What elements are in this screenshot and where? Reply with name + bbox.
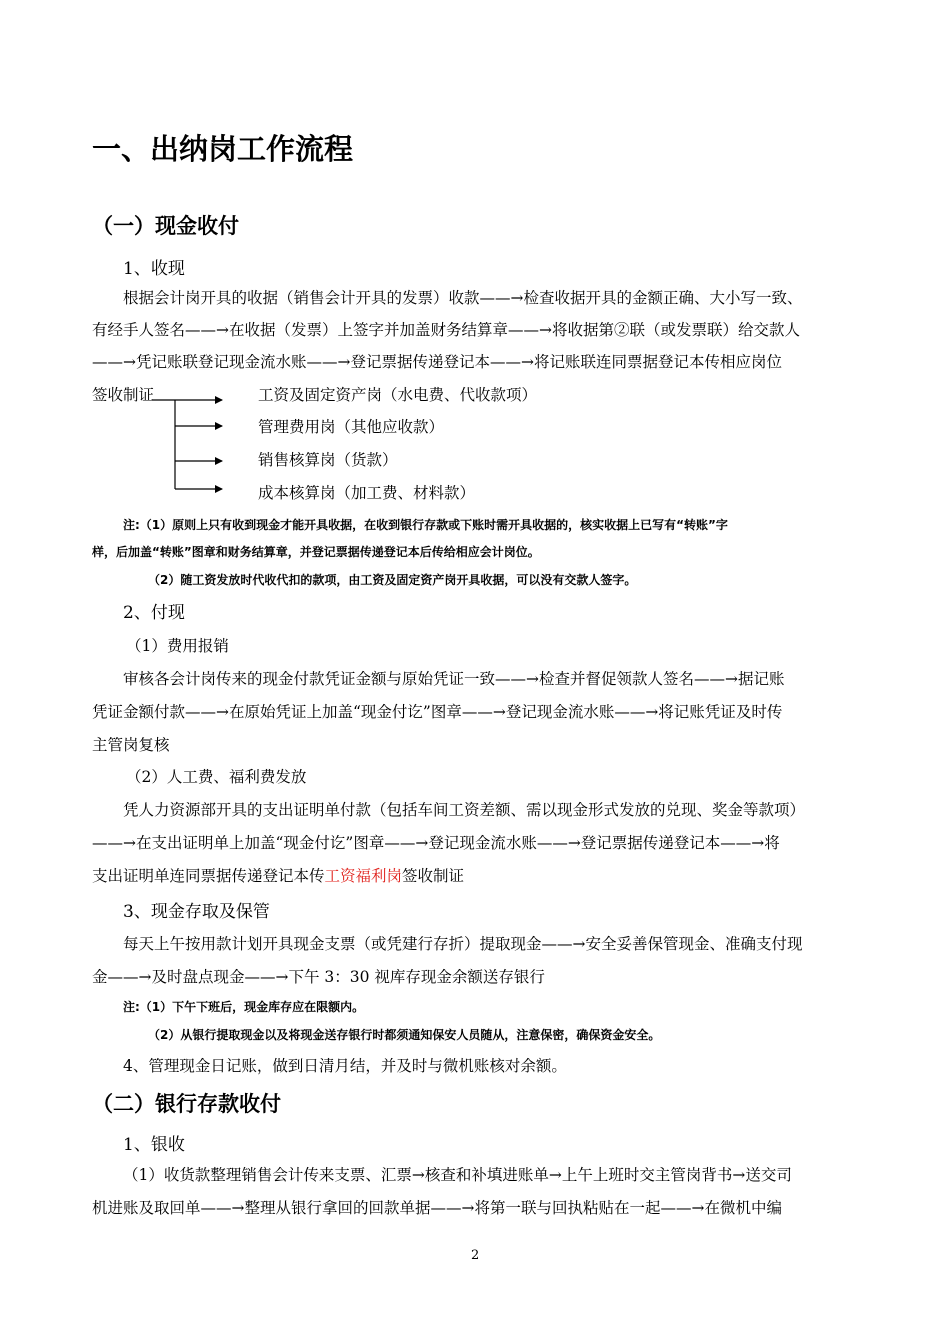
paragraph-line: 根据会计岗开具的收据（销售会计开具的发票）收款——→检查收据开具的金额正确、大小写一致、 bbox=[123, 289, 803, 307]
note-line: 注:（1）下午下班后，现金库存应在限额内。 bbox=[123, 1000, 365, 1014]
note-line: 样，后加盖“转账”图章和财务结算章，并登记票据传递登记本后传给相应会计岗位。 bbox=[92, 545, 540, 559]
note-line: （2）随工资发放时代收代扣的款项，由工资及固定资产岗开具收据，可以没有交款人签字。 bbox=[148, 573, 637, 587]
branch-label-payroll-fixed-assets: 工资及固定资产岗（水电费、代收款项） bbox=[258, 386, 538, 404]
line-text: 支出证明单连同票据传递登记本传 bbox=[92, 867, 325, 885]
subheading-receive-cash: 1、收现 bbox=[123, 259, 185, 279]
paragraph-line: 签收制证 bbox=[92, 386, 155, 404]
page-number: 2 bbox=[471, 1248, 480, 1263]
section-heading-bank: （二）银行存款收付 bbox=[92, 1092, 281, 1116]
subheading-bank-receipt: 1、银收 bbox=[123, 1135, 185, 1155]
subheading-cash-storage: 3、现金存取及保管 bbox=[123, 902, 270, 922]
paragraph-line: 凭人力资源部开具的支出证明单付款（包括车间工资差额、需以现金形式发放的兑现、奖金等款项） bbox=[123, 801, 806, 819]
note-line: （2）从银行提取现金以及将现金送存银行时都须通知保安人员随从，注意保密，确保资金安全。 bbox=[148, 1028, 661, 1042]
line-text: 签收制证 bbox=[402, 867, 465, 885]
paragraph-line: 凭证金额付款——→在原始凭证上加盖“现金付讫”图章——→登记现金流水账——→将记账凭证及时传 bbox=[92, 703, 783, 721]
section-heading-cash: （一）现金收付 bbox=[92, 214, 239, 238]
paragraph-line: 金——→及时盘点现金——→下午 3：30 视库存现金余额送存银行 bbox=[92, 968, 545, 986]
paragraph-line: （1）收货款整理销售会计传来支票、汇票→核查和补填进账单→上午上班时交主管岗背书→送交司 bbox=[123, 1166, 792, 1184]
branch-label-sales-accounting: 销售核算岗（货款） bbox=[258, 451, 398, 469]
note-line: 注:（1）原则上只有收到现金才能开具收据，在收到银行存款或下账时需开具收据的，核实收据上已写有“转账”字 bbox=[123, 518, 728, 532]
branch-label-admin-expense: 管理费用岗（其他应收款） bbox=[258, 418, 445, 436]
paragraph-line: 机进账及取回单——→整理从银行拿回的回款单据——→将第一联与回执粘贴在一起——→在微机中编 bbox=[92, 1199, 782, 1217]
subheading-pay-cash: 2、付现 bbox=[123, 603, 185, 623]
highlight-payroll-welfare-post: 工资福利岗 bbox=[324, 867, 403, 885]
subheading-labor-welfare: （2）人工费、福利费发放 bbox=[126, 768, 307, 786]
branch-arrows-diagram bbox=[150, 387, 230, 497]
subheading-expense-reimbursement: （1）费用报销 bbox=[126, 637, 229, 655]
paragraph-line: 有经手人签名——→在收据（发票）上签字并加盖财务结算章——→将收据第②联（或发票联）给交款人 bbox=[92, 321, 800, 339]
paragraph-line: 每天上午按用款计划开具现金支票（或凭建行存折）提取现金——→安全妥善保管现金、准确支付现 bbox=[123, 935, 803, 953]
paragraph-line: ——→在支出证明单上加盖“现金付讫”图章——→登记现金流水账——→登记票据传递登记本——→将 bbox=[92, 834, 780, 852]
page-title: 一、出纳岗工作流程 bbox=[92, 132, 354, 166]
branch-label-cost-accounting: 成本核算岗（加工费、材料款） bbox=[258, 484, 476, 502]
paragraph-line: 主管岗复核 bbox=[92, 736, 170, 754]
paragraph-line bbox=[92, 864, 464, 886]
paragraph-line: 4、管理现金日记账，做到日清月结，并及时与微机账核对余额。 bbox=[123, 1057, 567, 1075]
paragraph-line: ——→凭记账联登记现金流水账——→登记票据传递登记本——→将记账联连同票据登记本传相应岗位 bbox=[92, 353, 782, 371]
paragraph-line: 审核各会计岗传来的现金付款凭证金额与原始凭证一致——→检查并督促领款人签名——→据记账 bbox=[123, 670, 785, 688]
